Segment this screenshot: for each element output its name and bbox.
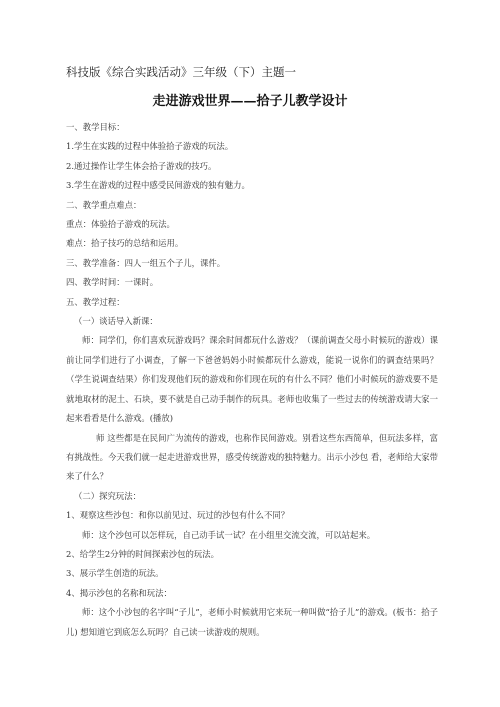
step-1-note: 师：这个沙包可以怎样玩，自己动手试一试？在小组里交流交流，可以站起来。 xyxy=(82,529,376,540)
step-2: 2、给学生2分钟的时间探索沙包的玩法。 xyxy=(66,548,220,559)
difficult-point: 难点：拾子技巧的总结和运用。 xyxy=(66,238,184,249)
paragraph-intro: 师：同学们，你们喜欢玩游戏吗？课余时间都玩什么游戏？（课前调查父母小时候玩的游戏）课前让同学们进行了小调查，了解一下爸爸妈妈小时候都玩什么游戏，能说一说你们的调查结果吗？（学生说调查结果）你们发现他们玩的游戏和你们现在玩的有什么不同？他们小时候玩的游戏要不是就地取材的泥土、石块，要不就是自己动手制作的玩具。老师也收集了一些过去的传统游戏请大家一起来看看是什么游戏。(播放) xyxy=(66,335,438,424)
teaching-time: 四、教学时间：一课时。 xyxy=(66,277,159,288)
step-1: 1、观察这些沙包：和你以前见过、玩过的沙包有什么不同？ xyxy=(66,510,290,521)
section-heading-key-points: 二、教学重点难点： xyxy=(66,199,142,210)
step-4: 4、揭示沙包的名称和玩法： xyxy=(66,587,172,598)
goal-item-3: 3.学生在游戏的过程中感受民间游戏的独有魅力。 xyxy=(66,180,250,191)
paragraph-game-name: 师：这个小沙包的名字叫“子儿”，老师小时候就用它来玩一种叫做“拾子儿”的游戏。(板书：拾子儿) 想知道它到底怎么玩吗？自己读一读游戏的规则。 xyxy=(66,607,438,637)
document-title: 走进游戏世界——拾子儿教学设计 xyxy=(152,94,348,109)
section-heading-process: 五、教学过程： xyxy=(66,296,125,307)
paragraph-folk-games: 师 这些都是在民间广为流传的游戏，也称作民间游戏。别看这些东西简单，但玩法多样，富有挑战性。今天我们就一起走进游戏世界，感受传统游戏的独特魅力。出示小沙包 看，老师给大家带来了什么？ xyxy=(66,432,438,482)
preparation: 三、教学准备：四人一组五个子儿，课件。 xyxy=(66,257,226,268)
section-heading-goals: 一、教学目标： xyxy=(66,122,125,132)
subsection-explore: （二）探究玩法： xyxy=(74,490,141,501)
document-body xyxy=(66,118,438,642)
goal-item-1: 1.学生在实践的过程中体验拾子游戏的玩法。 xyxy=(66,141,234,152)
goal-item-2: 2.通过操作让学生体会拾子游戏的技巧。 xyxy=(66,160,217,171)
key-point: 重点：体验拾子游戏的玩法。 xyxy=(66,219,175,230)
subsection-intro: （一）谈话导入新课： xyxy=(74,316,158,327)
document-subtitle: 科技版《综合实践活动》三年级（下）主题一 xyxy=(66,65,296,79)
step-3: 3、展示学生创造的玩法。 xyxy=(66,568,164,579)
